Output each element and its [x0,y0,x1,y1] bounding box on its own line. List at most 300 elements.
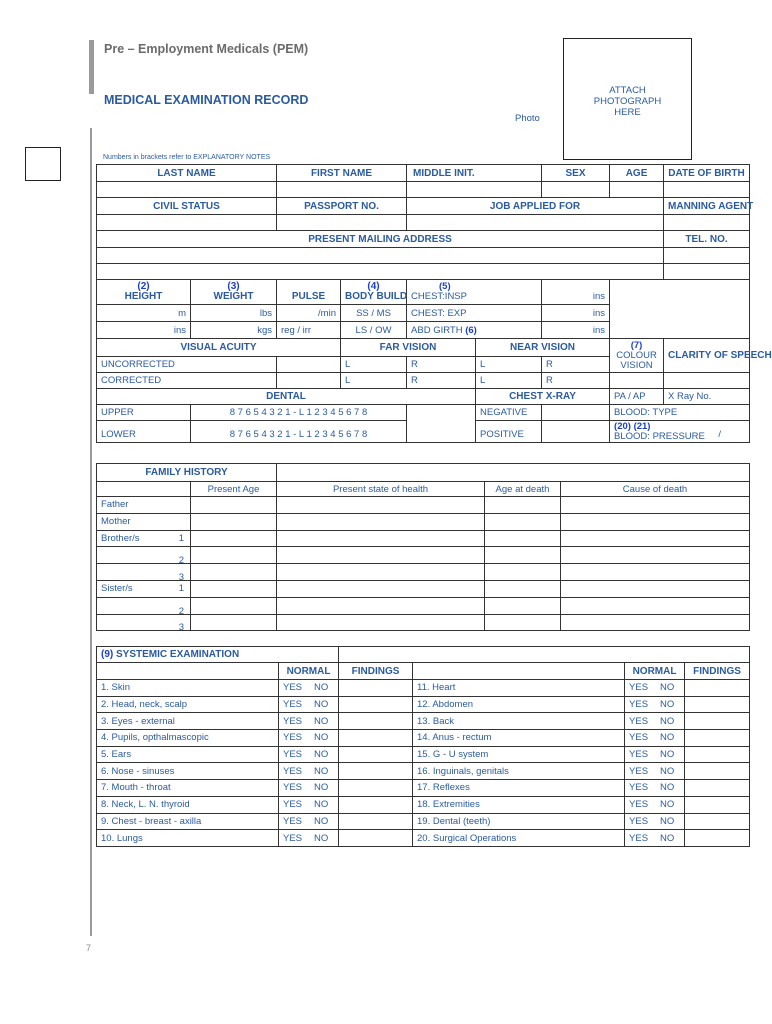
positive-cell[interactable] [476,421,542,443]
state-health-field[interactable] [277,513,485,530]
present-age-field[interactable] [191,614,277,631]
chest-insp-unit: ins [592,291,606,302]
no-option[interactable]: NO [660,715,675,727]
no-option[interactable]: NO [314,815,329,827]
dental-notes-field[interactable] [407,405,476,443]
systemic-row [97,696,750,713]
upper-label: UPPER [101,407,134,418]
uncorrected-label: UNCORRECTED [101,359,175,370]
family-member-cell [97,580,191,597]
pa-ap-cell[interactable] [610,389,664,405]
pulse-field[interactable] [277,305,341,322]
yes-option[interactable]: YES [629,715,649,727]
normal-yes-no[interactable] [625,696,685,713]
body-build-ss-ms-field[interactable] [341,305,407,322]
age-death-col: Age at death [485,482,561,497]
yes-option[interactable]: YES [629,782,649,794]
findings-field-right[interactable] [685,730,750,747]
age-death-field[interactable] [485,564,561,581]
cause-death-field[interactable] [561,497,750,514]
systemic-header [97,647,339,663]
pulse-header [277,280,341,305]
present-age-field[interactable] [191,530,277,547]
height-m-field[interactable] [97,305,191,322]
far-corrected-right[interactable] [407,373,476,389]
left-eye-label: L [480,359,486,370]
no-option[interactable]: NO [314,765,329,777]
systemic-item-right: 11. Heart [413,680,625,697]
body-build-label: BODY BUILD [345,291,408,302]
findings-field-right[interactable] [685,830,750,847]
normal-yes-no[interactable] [625,796,685,813]
far-uncorrected-left[interactable] [341,357,407,373]
reg-irr-options: reg / irr [281,324,312,336]
cause-death-field[interactable] [561,513,750,530]
sex-field[interactable] [542,182,610,198]
family-member-number: 1 [178,532,184,544]
cause-death-field[interactable] [561,597,750,614]
yes-option[interactable]: YES [629,799,649,811]
cause-death-field[interactable] [561,614,750,631]
yes-option[interactable]: YES [283,715,303,727]
left-eye-label: L [345,359,351,370]
dob-header: DATE OF BIRTH [664,165,750,182]
normal-yes-no[interactable] [279,780,339,797]
normal-yes-no[interactable] [625,730,685,747]
systemic-item-right: 16. Inguinals, genitals [413,763,625,780]
normal-yes-no[interactable] [625,780,685,797]
systemic-header-blank [339,647,750,663]
state-health-field[interactable] [277,614,485,631]
abd-unit-cell[interactable] [542,322,610,339]
bp-slash: / [718,429,722,440]
abd-girth-field[interactable] [407,322,542,339]
height-note-number: (2) [137,281,150,292]
manning-agent-field[interactable] [664,215,750,231]
body-build-note-number: (4) [367,281,380,292]
upper-teeth-chart[interactable] [191,405,407,421]
xray-no-label: X Ray No. [668,391,712,402]
no-option[interactable]: NO [660,732,675,744]
no-option[interactable]: NO [314,832,329,844]
far-vision-header: FAR VISION [341,339,476,357]
family-member-cell [97,513,191,530]
normal-yes-no[interactable] [625,763,685,780]
findings-field-right[interactable] [685,696,750,713]
lower-teeth-numbers: 8 7 6 5 4 3 2 1 - L 1 2 3 4 5 6 7 8 [229,429,368,440]
family-row [97,497,750,514]
tel-field-2[interactable] [664,264,750,280]
family-member-cell [97,597,191,617]
corrected-field[interactable] [277,373,341,389]
age-death-field[interactable] [485,530,561,547]
findings-field-left[interactable] [339,780,413,797]
family-member-number: 2 [178,555,184,567]
inches-unit: ins [173,324,186,336]
no-option[interactable]: NO [660,682,675,694]
no-option[interactable]: NO [660,799,675,811]
per-min-unit: /min [318,307,336,319]
clarity-speech-field[interactable] [664,373,750,389]
left-eye-label: L [480,375,486,386]
address-field-2[interactable] [97,264,664,280]
age-field[interactable] [610,182,664,198]
systemic-row [97,830,750,847]
normal-yes-no[interactable] [279,730,339,747]
systemic-item-right: 18. Extremities [413,796,625,813]
state-health-field[interactable] [277,530,485,547]
blood-pressure-cell[interactable] [610,421,750,443]
pulse-label: PULSE [291,291,326,302]
no-option[interactable]: NO [660,699,675,711]
normal-yes-no[interactable] [279,763,339,780]
normal-col-right: NORMAL [625,663,685,680]
findings-field-left[interactable] [339,796,413,813]
visual-acuity-header: VISUAL ACUITY [97,339,341,357]
yes-option[interactable]: YES [629,832,649,844]
cause-death-col: Cause of death [561,482,750,497]
height-label: HEIGHT [124,291,163,302]
right-eye-label: R [546,375,553,386]
normal-yes-no[interactable] [625,746,685,763]
positive-field[interactable] [542,421,610,443]
family-member-number: 3 [178,572,184,584]
xray-no-cell[interactable] [664,389,750,405]
no-option[interactable]: NO [314,699,329,711]
systemic-item-right: 15. G - U system [413,746,625,763]
chest-exp-field[interactable] [407,305,542,322]
systemic-row [97,730,750,747]
family-member-cell [97,530,191,547]
systemic-row [97,713,750,730]
lower-label: LOWER [101,429,136,440]
findings-field-left[interactable] [339,713,413,730]
blood-pressure-label: BLOOD: PRESSURE [614,430,705,442]
family-member-number: 3 [178,622,184,634]
systemic-item-left: 9. Chest - breast - axilla [97,813,279,830]
weight-label: WEIGHT [213,291,254,302]
family-row [97,547,750,564]
findings-field-right[interactable] [685,680,750,697]
normal-yes-no[interactable] [279,830,339,847]
systemic-title: SYSTEMIC EXAMINATION [116,649,240,660]
no-option[interactable]: NO [660,832,675,844]
negative-cell[interactable] [476,405,542,421]
normal-yes-no[interactable] [279,796,339,813]
colour-note-number: (7) [630,339,643,351]
near-corrected-right[interactable] [542,373,610,389]
first-name-header: FIRST NAME [277,165,407,182]
yes-option[interactable]: YES [283,699,303,711]
tel-header: TEL. NO. [664,231,750,248]
family-member-label: Sister/s [101,583,133,595]
abd-girth-label: ABD GIRTH [411,324,463,336]
systemic-row [97,680,750,697]
yes-option[interactable]: YES [283,799,303,811]
no-option[interactable]: NO [660,749,675,761]
near-corrected-left[interactable] [476,373,542,389]
corrected-label: CORRECTED [101,375,162,386]
no-option[interactable]: NO [660,765,675,777]
yes-option[interactable]: YES [629,815,649,827]
findings-field-left[interactable] [339,730,413,747]
lower-label-cell [97,421,191,443]
checkbox-square[interactable] [25,147,61,181]
family-member-label: Father [101,499,129,511]
margin-rule [90,128,92,936]
near-uncorrected-right[interactable] [542,357,610,373]
family-row [97,530,750,547]
weight-kgs-field[interactable] [191,322,277,339]
form-subtitle: Pre – Employment Medicals (PEM) [104,42,309,56]
systemic-item-right: 12. Abdomen [413,696,625,713]
uncorrected-label-cell [97,357,277,373]
findings-field-left[interactable] [339,746,413,763]
family-member-number: 2 [178,605,184,617]
ss-ms-options: SS / MS [356,307,391,319]
no-option[interactable]: NO [314,732,329,744]
body-build-header [341,280,407,305]
findings-field-left[interactable] [339,830,413,847]
no-option[interactable]: NO [314,682,329,694]
findings-field-right[interactable] [685,813,750,830]
systemic-left-corner [97,663,279,680]
colour-vision-header [610,339,664,373]
findings-field-right[interactable] [685,713,750,730]
family-corner-cell [97,482,191,497]
photo-box-line: PHOTOGRAPH [593,96,662,107]
right-eye-label: R [411,375,418,386]
lbs-unit: lbs [259,307,272,319]
no-option[interactable]: NO [314,799,329,811]
chest-xray-header: CHEST X-RAY [476,389,610,405]
no-option[interactable]: NO [660,815,675,827]
family-member-label: Brother/s [101,532,140,544]
yes-option[interactable]: YES [283,815,303,827]
yes-option[interactable]: YES [283,732,303,744]
age-death-field[interactable] [485,513,561,530]
normal-col-left: NORMAL [279,663,339,680]
photo-box-line: ATTACH [609,85,646,96]
dob-field[interactable] [664,182,750,198]
ls-ow-options: LS / OW [355,324,392,336]
no-option[interactable]: NO [314,715,329,727]
colour-vision-field[interactable] [610,373,664,389]
family-member-label: Mother [101,516,131,528]
uncorrected-field[interactable] [277,357,341,373]
chest-insp-cell[interactable] [407,280,542,305]
far-uncorrected-right[interactable] [407,357,476,373]
findings-col-left: FINDINGS [339,663,413,680]
upper-teeth-numbers: 8 7 6 5 4 3 2 1 - L 1 2 3 4 5 6 7 8 [229,407,368,418]
systemic-item-left: 7. Mouth - throat [97,780,279,797]
cause-death-field[interactable] [561,530,750,547]
findings-field-right[interactable] [685,746,750,763]
no-option[interactable]: NO [660,782,675,794]
family-row [97,564,750,581]
systemic-exam-table [96,646,750,847]
right-eye-label: R [546,359,553,370]
findings-field-left[interactable] [339,813,413,830]
measure-blank-cell[interactable] [610,280,750,339]
yes-option[interactable]: YES [629,765,649,777]
normal-yes-no[interactable] [279,680,339,697]
tel-field-1[interactable] [664,248,750,264]
yes-option[interactable]: YES [629,682,649,694]
findings-col-right: FINDINGS [685,663,750,680]
systemic-row [97,746,750,763]
present-age-field[interactable] [191,580,277,597]
present-age-field[interactable] [191,597,277,614]
systemic-item-left: 3. Eyes - external [97,713,279,730]
systemic-row [97,796,750,813]
chest-exp-unit: ins [592,307,606,319]
vision-label: VISION [620,359,653,371]
near-uncorrected-left[interactable] [476,357,542,373]
age-death-field[interactable] [485,547,561,564]
clarity-speech-header: CLARITY OF SPEECH [664,339,750,373]
systemic-row [97,813,750,830]
no-option[interactable]: NO [314,749,329,761]
present-age-field[interactable] [191,564,277,581]
passport-field[interactable] [277,215,407,231]
yes-option[interactable]: YES [629,699,649,711]
civil-status-header: CIVIL STATUS [97,198,277,215]
systemic-item-right: 13. Back [413,713,625,730]
findings-field-right[interactable] [685,796,750,813]
explanatory-note: Numbers in brackets refer to EXPLANATORY NOTES [103,154,271,161]
right-eye-label: R [411,359,418,370]
cause-death-field[interactable] [561,547,750,564]
findings-field-right[interactable] [685,780,750,797]
weight-note-number: (3) [227,281,240,292]
present-age-field[interactable] [191,497,277,514]
systemic-row [97,780,750,797]
systemic-item-right: 17. Reflexes [413,780,625,797]
far-corrected-left[interactable] [341,373,407,389]
findings-field-left[interactable] [339,680,413,697]
normal-yes-no[interactable] [279,813,339,830]
age-death-field[interactable] [485,614,561,631]
chest-insp-unit-cell[interactable] [542,280,610,305]
civil-status-field[interactable] [97,215,277,231]
pulse-regularity-field[interactable] [277,322,341,339]
sex-label: SEX [565,167,586,179]
header-accent-bar [89,40,94,94]
abd-unit: ins [592,324,606,336]
yes-option[interactable]: YES [629,732,649,744]
yes-option[interactable]: YES [629,749,649,761]
age-death-field[interactable] [485,497,561,514]
body-build-ls-ow-field[interactable] [341,322,407,339]
systemic-item-left: 4. Pupils, opthalmascopic [97,730,279,747]
yes-option[interactable]: YES [283,765,303,777]
height-header [97,280,191,305]
pa-ap-options: PA / AP [614,391,646,402]
systemic-item-left: 6. Nose - sinuses [97,763,279,780]
age-header: AGE [610,165,664,182]
photo-box[interactable] [563,38,692,160]
weight-lbs-field[interactable] [191,305,277,322]
negative-field[interactable] [542,405,610,421]
corrected-label-cell [97,373,277,389]
state-health-field[interactable] [277,497,485,514]
findings-field-left[interactable] [339,763,413,780]
age-death-field[interactable] [485,597,561,614]
dental-header: DENTAL [97,389,476,405]
systemic-item-left: 5. Ears [97,746,279,763]
yes-option[interactable]: YES [283,782,303,794]
state-health-field[interactable] [277,564,485,581]
no-option[interactable]: NO [314,782,329,794]
systemic-item-left: 8. Neck, L. N. thyroid [97,796,279,813]
kgs-unit: kgs [257,324,272,336]
near-vision-header: NEAR VISION [476,339,610,357]
systemic-item-right: 20. Surgical Operations [413,830,625,847]
normal-yes-no[interactable] [625,813,685,830]
form-title: MEDICAL EXAMINATION RECORD [104,93,309,107]
normal-yes-no[interactable] [279,696,339,713]
findings-field-right[interactable] [685,763,750,780]
cause-death-field[interactable] [561,564,750,581]
normal-yes-no[interactable] [625,713,685,730]
photo-label: Photo [515,113,540,124]
upper-label-cell [97,405,191,421]
systemic-item-left: 2. Head, neck, scalp [97,696,279,713]
findings-field-left[interactable] [339,696,413,713]
passport-header: PASSPORT NO. [277,198,407,215]
yes-option[interactable]: YES [283,749,303,761]
yes-option[interactable]: YES [283,832,303,844]
bp-note-number: (20) (21) [614,420,651,432]
address-header: PRESENT MAILING ADDRESS [97,231,664,248]
address-field-1[interactable] [97,248,664,264]
family-member-cell [97,497,191,514]
lower-teeth-chart[interactable] [191,421,407,443]
blood-type-label: BLOOD: TYPE [614,407,678,418]
age-death-field[interactable] [485,580,561,597]
chest-exp-unit-cell[interactable] [542,305,610,322]
yes-option[interactable]: YES [283,682,303,694]
normal-yes-no[interactable] [279,713,339,730]
job-applied-field[interactable] [407,215,664,231]
normal-yes-no[interactable] [279,746,339,763]
last-name-header: LAST NAME [97,165,277,182]
state-health-col: Present state of health [277,482,485,497]
state-health-field[interactable] [277,597,485,614]
medical-record-table [96,164,772,443]
family-member-cell [97,564,191,584]
state-health-field[interactable] [277,547,485,564]
normal-yes-no[interactable] [625,680,685,697]
middle-init-field[interactable] [407,182,542,198]
cause-death-field[interactable] [561,580,750,597]
present-age-field[interactable] [191,547,277,564]
normal-yes-no[interactable] [625,830,685,847]
middle-init-header: MIDDLE INIT. [407,165,542,182]
last-name-field[interactable] [97,182,277,198]
first-name-field[interactable] [277,182,407,198]
present-age-col: Present Age [191,482,277,497]
blood-type-cell[interactable] [610,405,750,421]
meter-unit: m [178,307,186,319]
state-health-field[interactable] [277,580,485,597]
present-age-field[interactable] [191,513,277,530]
systemic-row [97,763,750,780]
photo-box-line: HERE [614,107,641,118]
height-ins-field[interactable] [97,322,191,339]
manning-agent-header: MANNING AGENT [664,198,750,215]
